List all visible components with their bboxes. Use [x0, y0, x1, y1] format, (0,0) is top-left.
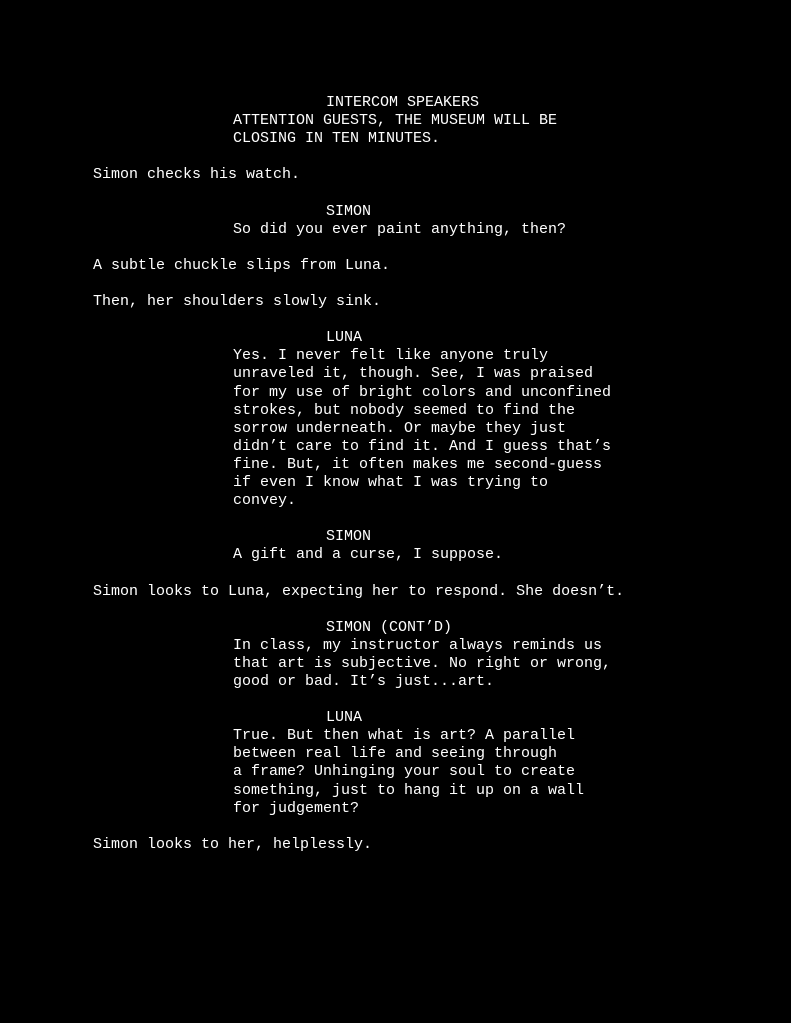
character-name: LUNA [326, 709, 363, 727]
character-name: SIMON [326, 202, 372, 220]
action-line: Simon looks to Luna, expecting her to respond. She doesn’t. [93, 582, 625, 600]
dialogue-block [233, 112, 753, 148]
dialogue-line: sorrow underneath. Or maybe they just [233, 419, 567, 437]
dialogue-block [233, 546, 753, 564]
dialogue-line: In class, my instructor always reminds us [233, 636, 603, 654]
action-line: Simon looks to her, helplessly. [93, 835, 373, 853]
character-name: SIMON [326, 528, 372, 546]
character-name: SIMON (CONT’D) [326, 618, 453, 636]
dialogue-line: So did you ever paint anything, then? [233, 220, 567, 238]
dialogue-line: CLOSING IN TEN MINUTES. [233, 130, 441, 148]
dialogue-line: good or bad. It’s just...art. [233, 673, 495, 690]
dialogue-line: if even I know what I was trying to [233, 473, 549, 491]
dialogue-line: True. But then what is art? A parallel [233, 727, 576, 745]
dialogue-line: something, just to hang it up on a wall [233, 781, 585, 799]
dialogue-line: a frame? Unhinging your soul to create [233, 763, 576, 781]
dialogue-line: unraveled it, though. See, I was praised [233, 365, 594, 383]
dialogue-block [233, 637, 753, 691]
dialogue-line: that art is subjective. No right or wrong, [233, 654, 612, 672]
dialogue-line: for judgement? [233, 799, 360, 817]
dialogue-line: didn’t care to find it. And I guess that’s [233, 437, 612, 455]
dialogue-line: A gift and a curse, I suppose. [233, 546, 504, 564]
character-name: INTERCOM SPEAKERS [326, 94, 480, 111]
action-line: Simon checks his watch. [93, 166, 301, 184]
action-line: Then, her shoulders slowly sink. [93, 293, 382, 311]
dialogue-line: ATTENTION GUESTS, THE MUSEUM WILL BE [233, 112, 558, 130]
dialogue-line: strokes, but nobody seemed to find the [233, 401, 576, 419]
dialogue-block [233, 727, 753, 817]
dialogue-line: fine. But, it often makes me second-guess [233, 455, 603, 473]
dialogue-block [233, 347, 753, 510]
action-line: A subtle chuckle slips from Luna. [93, 256, 391, 274]
dialogue-line: convey. [233, 492, 297, 510]
dialogue-block [233, 221, 753, 239]
dialogue-line: for my use of bright colors and unconfined [233, 383, 612, 401]
dialogue-line: Yes. I never felt like anyone truly [233, 347, 549, 365]
dialogue-line: between real life and seeing through [233, 745, 558, 763]
screenplay-body [0, 94, 791, 872]
character-name: LUNA [326, 329, 363, 347]
